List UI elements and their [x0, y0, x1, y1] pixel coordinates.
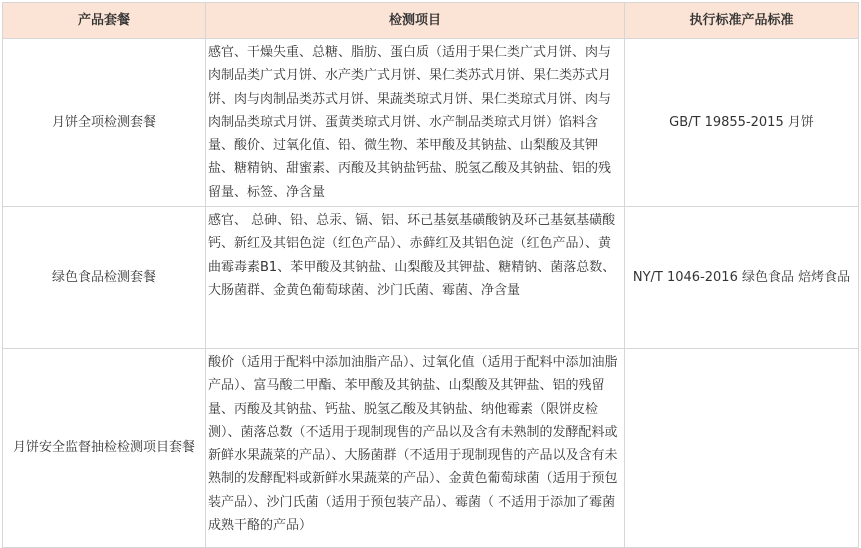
- standard-name: [625, 349, 859, 548]
- package-name: 月饼安全监督抽检检测项目套餐: [3, 349, 206, 548]
- test-items: 感官、 总砷、铅、总汞、镉、铝、环己基氨基磺酸钠及环己基氨基磺酸钙、新红及其铝色淀（红色产品）、赤藓红及其铝色淀（红色产品）、黄曲霉毒素B1、苯甲酸及其钠盐、山梨酸及其钾盐、糖精钠、菌落总数、大肠菌群、金黄色葡萄球菌、沙门氏菌、霉菌、净含量: [206, 207, 625, 349]
- standard-name: GB/T 19855-2015 月饼: [625, 39, 859, 207]
- test-items: 感官、干燥失重、总糖、脂肪、蛋白质（适用于果仁类广式月饼、肉与肉制品类广式月饼、水产类广式月饼、果仁类苏式月饼、果仁类苏式月饼、肉与肉制品类苏式月饼、果蔬类琼式月饼、果仁类琼式月饼、肉与肉制品类琼式月饼、蛋黄类琼式月饼、水产制品类琼式月饼）馅料含量、酸价、过氧化值、铅、微生物、苯甲酸及其钠盐、山梨酸及其钾盐、糖精钠、甜蜜素、丙酸及其钠盐钙盐、脱氢乙酸及其钠盐、铝的残留量、标签、净含量: [206, 39, 625, 207]
- table-header-row: [3, 3, 859, 39]
- table-row: [3, 349, 859, 548]
- test-package-table: [2, 2, 859, 548]
- test-items: 酸价（适用于配料中添加油脂产品）、过氧化值（适用于配料中添加油脂产品）、富马酸二甲酯、苯甲酸及其钠盐、山梨酸及其钾盐、铝的残留量、丙酸及其钠盐、钙盐、脱氢乙酸及其钠盐、纳他霉素（限饼皮检测）、菌落总数（不适用于现制现售的产品以及含有未熟制的发酵配料或新鲜水果蔬菜的产品）、大肠菌群（不适用于现制现售的产品以及含有未熟制的发酵配料或新鲜水果蔬菜的产品）、金黄色葡萄球菌（适用于预包装产品）、沙门氏菌（适用于预包装产品）、霉菌（ 不适用于添加了霉菌成熟干酪的产品）: [206, 349, 625, 548]
- header-test-items: 检测项目: [206, 3, 625, 39]
- header-standard: 执行标准产品标准: [625, 3, 859, 39]
- table-row: [3, 207, 859, 349]
- header-package: 产品套餐: [3, 3, 206, 39]
- package-name: 绿色食品检测套餐: [3, 207, 206, 349]
- standard-name: NY/T 1046-2016 绿色食品 焙烤食品: [625, 207, 859, 349]
- table-row: [3, 39, 859, 207]
- package-name: 月饼全项检测套餐: [3, 39, 206, 207]
